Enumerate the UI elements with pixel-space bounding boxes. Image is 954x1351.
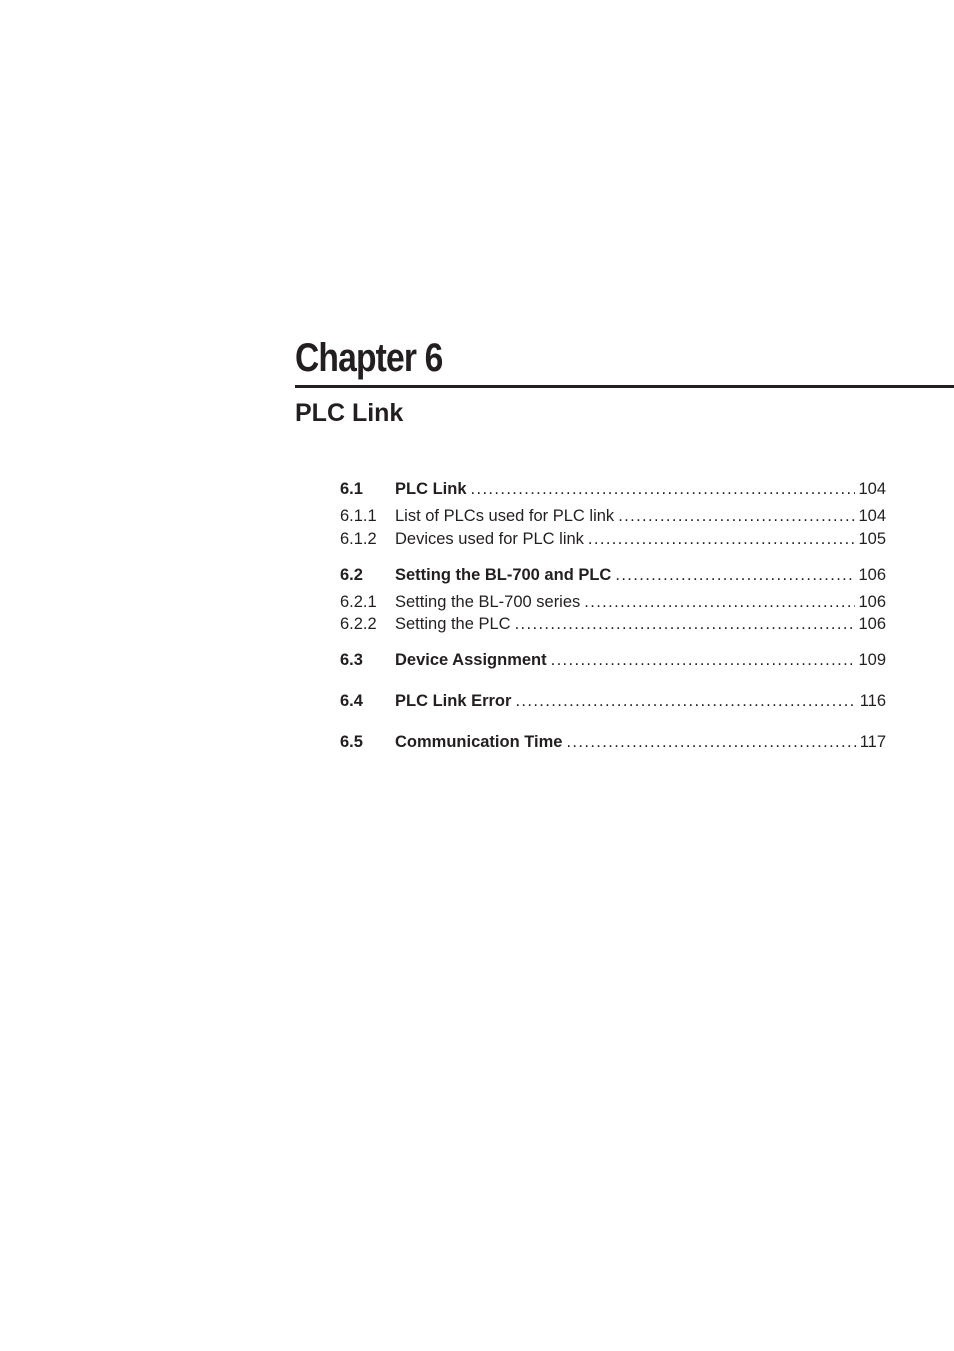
toc-entry-label: List of PLCs used for PLC link [395,507,615,525]
chapter-subtitle: PLC Link [295,399,404,427]
toc-entry-page: 117 [859,733,886,751]
toc-entry-label: Setting the PLC [395,615,511,633]
toc-entry[interactable] [340,613,886,635]
toc-entry[interactable] [340,690,886,712]
toc-entry-number: 6.4 [340,692,363,710]
toc-entry[interactable] [340,478,886,500]
toc-entry-label: PLC Link Error [395,692,512,710]
toc-entry-number: 6.2.1 [340,593,377,611]
toc-entry-page: 104 [858,507,886,525]
toc-entry-number: 6.2 [340,566,363,584]
toc-entry-label: Setting the BL-700 and PLC [395,566,612,584]
toc-entry[interactable] [340,528,886,550]
toc-dot-leader [515,690,856,712]
toc-dot-leader [615,564,855,586]
toc-entry[interactable] [340,564,886,586]
toc-dot-leader [566,731,856,753]
toc-entry-page: 105 [858,530,886,548]
toc-entry-label: Device Assignment [395,651,547,669]
toc-entry[interactable] [340,505,886,527]
toc-dot-leader [618,505,855,527]
toc-entry-number: 6.1.2 [340,530,377,548]
toc-entry-number: 6.3 [340,651,363,669]
toc-entry-number: 6.2.2 [340,615,377,633]
toc-entry-page: 106 [858,566,886,584]
toc-entry[interactable] [340,649,886,671]
toc-dot-leader [584,591,855,613]
toc-entry-label: PLC Link [395,480,467,498]
toc-entry-label: Setting the BL-700 series [395,593,581,611]
toc-dot-leader [588,528,856,550]
toc-entry-page: 116 [859,692,886,710]
toc-entry-number: 6.5 [340,733,363,751]
toc-entry-number: 6.1.1 [340,507,377,525]
toc-entry-page: 109 [858,651,886,669]
chapter-title: Chapter 6 [295,336,443,380]
toc-entry-page: 104 [858,480,886,498]
toc-entry-page: 106 [858,593,886,611]
chapter-rule [295,385,954,388]
toc-entry[interactable] [340,591,886,613]
toc-entry-page: 106 [858,615,886,633]
toc-entry-number: 6.1 [340,480,363,498]
toc-dot-leader [471,478,856,500]
toc-dot-leader [551,649,856,671]
toc-entry[interactable] [340,731,886,753]
toc-entry-label: Devices used for PLC link [395,530,584,548]
toc-dot-leader [515,613,856,635]
toc-entry-label: Communication Time [395,733,563,751]
